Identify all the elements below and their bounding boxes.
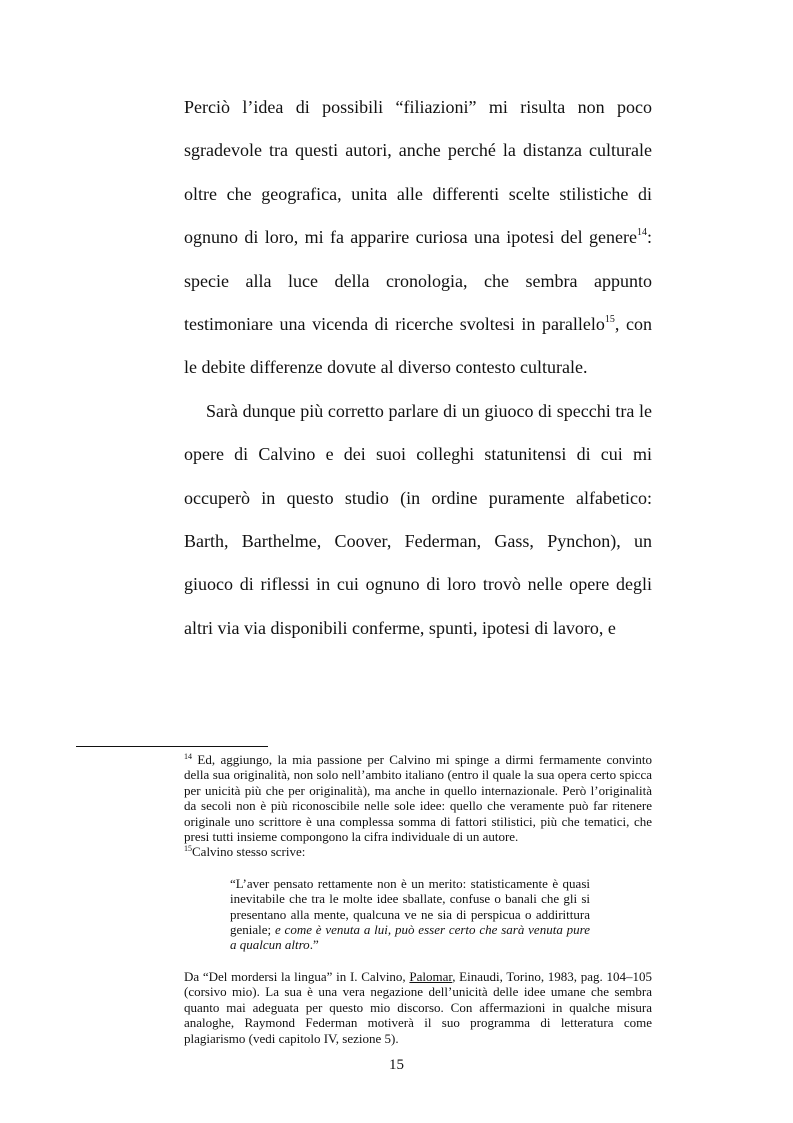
footnote-14: $^{14}$ Ed, aggiungo, la mia passione per Calvino mi spinge a dirmi fermamente convinto della sua originalità, non solo nell’ambito italiano (entro il quale la sua opera certo spicca per unicità più che per originalità), ma anche in quello internazionale. Però l’originalità da secoli non è più riconoscibile nelle sole idee: quello che veramente può far ritenere originale uno scrittore è una complessa somma di fattori stilistici, più che tematici, che presi tutti insieme compongono la cifra individuale di un autore. <box>184 752 652 845</box>
footnote-15-source: Da “Del mordersi la lingua” in I. Calvino, Palomar, Einaudi, Torino, 1983, pag. 104–105 (corsivo mio). La sua è una vera negazione dell’unicità delle idee umane che sembra quanto mai adeguata per questo mio discorso. Con affermazioni in qualche misura analoghe, Raymond Federman motiverà il suo programma di letteratura come plagiarismo (vedi capitolo IV, sezione 5). <box>184 968 652 1046</box>
footnote-15: $^{15}$Calvino stesso scrive: <box>184 844 306 860</box>
book-title: Palomar <box>409 968 453 984</box>
paragraph-2: Sarà dunque più corretto parlare di un giuoco di specchi tra le opere di Calvino e dei suoi colleghi statunitensi di cui mi occuperò in questo studio (in ordine puramente alfabetico: Barth, Barthelme, Coover, Federman, Gass, Pynchon), un giuoco di riflessi in cui ognuno di loro trovò nelle opere degli altri via via disponibili conferme, spunti, ipotesi di lavoro, e <box>184 400 652 638</box>
footnote-15-quote: “L’aver pensato rettamente non è un merito: statisticamente è quasi inevitabile che tra le molte idee sballate, confuse o banali che gli si presentano alla mente, qualcuna ve ne sia di perspicua o addirittura geniale; e come è venuta a lui, può esser certo che sarà venuta pure a qualcun altro.” <box>230 875 590 953</box>
page-number: 15 <box>389 1057 404 1073</box>
main-body-text <box>184 86 652 650</box>
footnote-ref-15[interactable]: 15 <box>604 314 615 326</box>
footnote-separator <box>76 746 268 747</box>
footnotes <box>184 752 652 1046</box>
paragraph-1: Perciò l’idea di possibili “filiazioni” mi risulta non poco sgradevole tra questi autori, anche perché la distanza culturale oltre che geografica, unita alle differenti scelte stilistiche di ognuno di loro, mi fa apparire curiosa una ipotesi del genere$^{14}$: specie alla luce della cronologia, che sembra appunto testimoniare una vicenda di ricerche svoltesi in parallelo$^{15}$, con le debite differenze dovute al diverso contesto culturale. <box>184 97 652 378</box>
footnote-number-15: 15 <box>184 844 192 854</box>
footnote-ref-14[interactable]: 14 <box>636 227 647 239</box>
footnote-number-14: 14 <box>184 752 192 761</box>
